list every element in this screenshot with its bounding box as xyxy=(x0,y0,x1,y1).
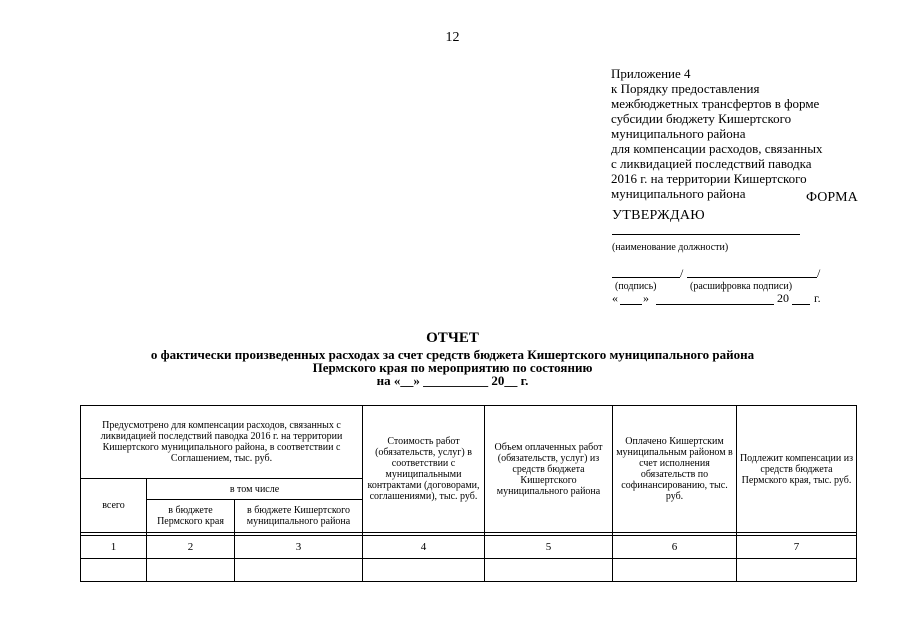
subtitle-line: на «__» __________ 20__ г. xyxy=(376,373,529,388)
column-number: 5 xyxy=(485,536,613,559)
form-label: ФОРМА xyxy=(806,190,858,205)
column-number: 3 xyxy=(235,536,363,559)
report-subtitle xyxy=(0,348,905,387)
table-row xyxy=(81,559,857,582)
appendix-line: для компенсации расходов, связанных xyxy=(611,141,823,156)
decoding-line xyxy=(687,277,817,278)
header-kishert-budget: в бюджете Кишертского муниципального района xyxy=(235,500,363,533)
header-cost: Стоимость работ (обязательств, услуг) в соответствии с муниципальными контрактами (договорами, соглашениями), тыс. руб. xyxy=(363,406,485,533)
table-number-row xyxy=(81,536,857,559)
table-cell[interactable] xyxy=(485,559,613,582)
column-number: 2 xyxy=(147,536,235,559)
decoding-slash: / xyxy=(817,266,821,280)
date-month-line xyxy=(656,304,774,305)
table-cell[interactable] xyxy=(235,559,363,582)
appendix-block xyxy=(611,66,881,201)
table-cell[interactable] xyxy=(613,559,737,582)
appendix-line: 2016 г. на территории Кишертского xyxy=(611,171,807,186)
header-planned: Предусмотрено для компенсации расходов, связанных с ликвидацией последствий паводка 2016 г. на территории Кишертского муниципального района, в соответствии с Соглашением, тыс. руб. xyxy=(81,406,363,479)
page-number: 12 xyxy=(445,30,460,45)
appendix-line: межбюджетных трансфертов в форме xyxy=(611,96,820,111)
appendix-line: субсидии бюджету Кишертского xyxy=(611,111,792,126)
header-perm-budget: в бюджете Пермского края xyxy=(147,500,235,533)
date-year: 20 xyxy=(777,291,789,305)
header-compensation: Подлежит компенсации из средств бюджета Пермского края, тыс. руб. xyxy=(737,406,857,533)
appendix-line: муниципального района xyxy=(611,186,746,201)
date-year-line xyxy=(792,304,810,305)
column-number: 1 xyxy=(81,536,147,559)
date-suffix: г. xyxy=(814,291,821,305)
column-number: 6 xyxy=(613,536,737,559)
appendix-line: к Порядку предоставления xyxy=(611,81,760,96)
header-total: всего xyxy=(81,479,147,533)
decoding-caption: (расшифровка подписи) xyxy=(690,281,793,292)
subtitle-line: Пермского края по мероприятию по состоянию xyxy=(312,360,593,375)
date-close-quote: » xyxy=(643,291,649,305)
table-cell[interactable] xyxy=(363,559,485,582)
appendix-line: с ликвидацией последствий паводка xyxy=(611,156,812,171)
signature-caption: (подпись) xyxy=(615,281,657,292)
column-number: 4 xyxy=(363,536,485,559)
report-title: ОТЧЕТ xyxy=(426,330,479,346)
appendix-line: муниципального района xyxy=(611,126,746,141)
header-paid-volume: Объем оплаченных работ (обязательств, услуг) из средств бюджета Кишертского муниципального района xyxy=(485,406,613,533)
header-including: в том числе xyxy=(147,479,363,500)
appendix-line: Приложение 4 xyxy=(611,66,691,81)
signature-slash: / xyxy=(680,266,684,280)
position-caption: (наименование должности) xyxy=(612,242,729,253)
report-table xyxy=(80,405,857,582)
date-day-line xyxy=(620,304,642,305)
table-header-row xyxy=(81,406,857,479)
date-open-quote: « xyxy=(612,291,618,305)
approval-heading: УТВЕРЖДАЮ xyxy=(612,208,705,223)
column-number: 7 xyxy=(737,536,857,559)
position-line xyxy=(612,234,800,235)
signature-line xyxy=(612,277,680,278)
table-cell[interactable] xyxy=(81,559,147,582)
subtitle-line: о фактически произведенных расходах за счет средств бюджета Кишертского муниципального района xyxy=(150,347,755,362)
table-cell[interactable] xyxy=(147,559,235,582)
table-cell[interactable] xyxy=(737,559,857,582)
header-paid-cofinancing: Оплачено Кишертским муниципальным районом в счет исполнения обязательств по софинансированию, тыс. руб. xyxy=(613,406,737,533)
